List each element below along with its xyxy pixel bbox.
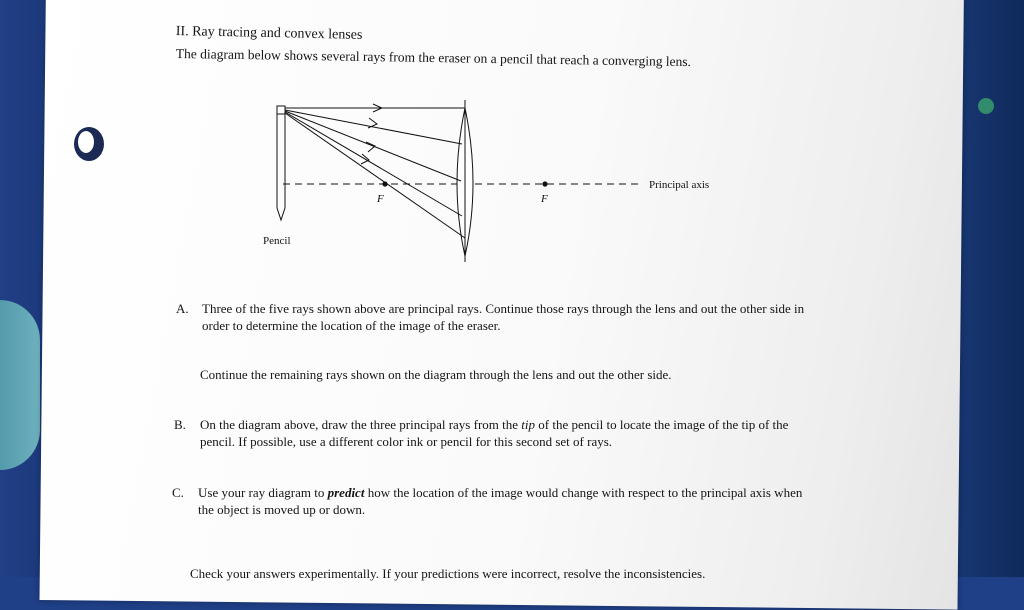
principal-axis-label: Principal axis xyxy=(649,179,710,191)
focal-left-label: F xyxy=(377,193,384,205)
question-c-text: Use your ray diagram to predict how the location of the image would change with respect to the principal axis when the object is moved up or down. xyxy=(198,485,803,517)
bottom-partial-text: Check your answers experimentally. If your predictions were incorrect, resolve the inconsistencies. xyxy=(190,566,706,581)
question-a-label: A. xyxy=(176,301,189,316)
desk-light xyxy=(978,98,994,114)
ray-diagram xyxy=(255,96,755,266)
section-heading: II. Ray tracing and convex lenses xyxy=(175,24,363,43)
pencil-eraser xyxy=(277,106,285,114)
pencil-label: Pencil xyxy=(263,235,291,247)
pencil-tip xyxy=(277,208,285,220)
ray-2 xyxy=(285,110,462,144)
question-c-label: C. xyxy=(172,485,184,500)
question-a-text: Three of the five rays shown above are principal rays. Continue those rays through the lens and out the other side in order to determine the location of the image of the eraser. xyxy=(202,301,805,333)
desk-object xyxy=(0,300,40,470)
binder-hole xyxy=(74,127,104,161)
focal-point-right xyxy=(542,181,547,186)
question-a-continued-text: Continue the remaining rays shown on the diagram through the lens and out the other side. xyxy=(200,367,672,382)
question-b-text: On the diagram above, draw the three principal rays from the tip of the pencil to locate the image of the tip of the pencil. If possible, use a different color ink or pencil for this second set of rays. xyxy=(200,417,789,449)
ray-4 xyxy=(285,112,462,216)
question-b-label: B. xyxy=(174,417,186,432)
focal-right-label: F xyxy=(541,193,548,205)
ray-through-focus xyxy=(285,113,465,238)
focal-point-left xyxy=(382,181,387,186)
intro-text: The diagram below shows several rays from the eraser on a pencil that reach a converging lens. xyxy=(175,46,692,70)
